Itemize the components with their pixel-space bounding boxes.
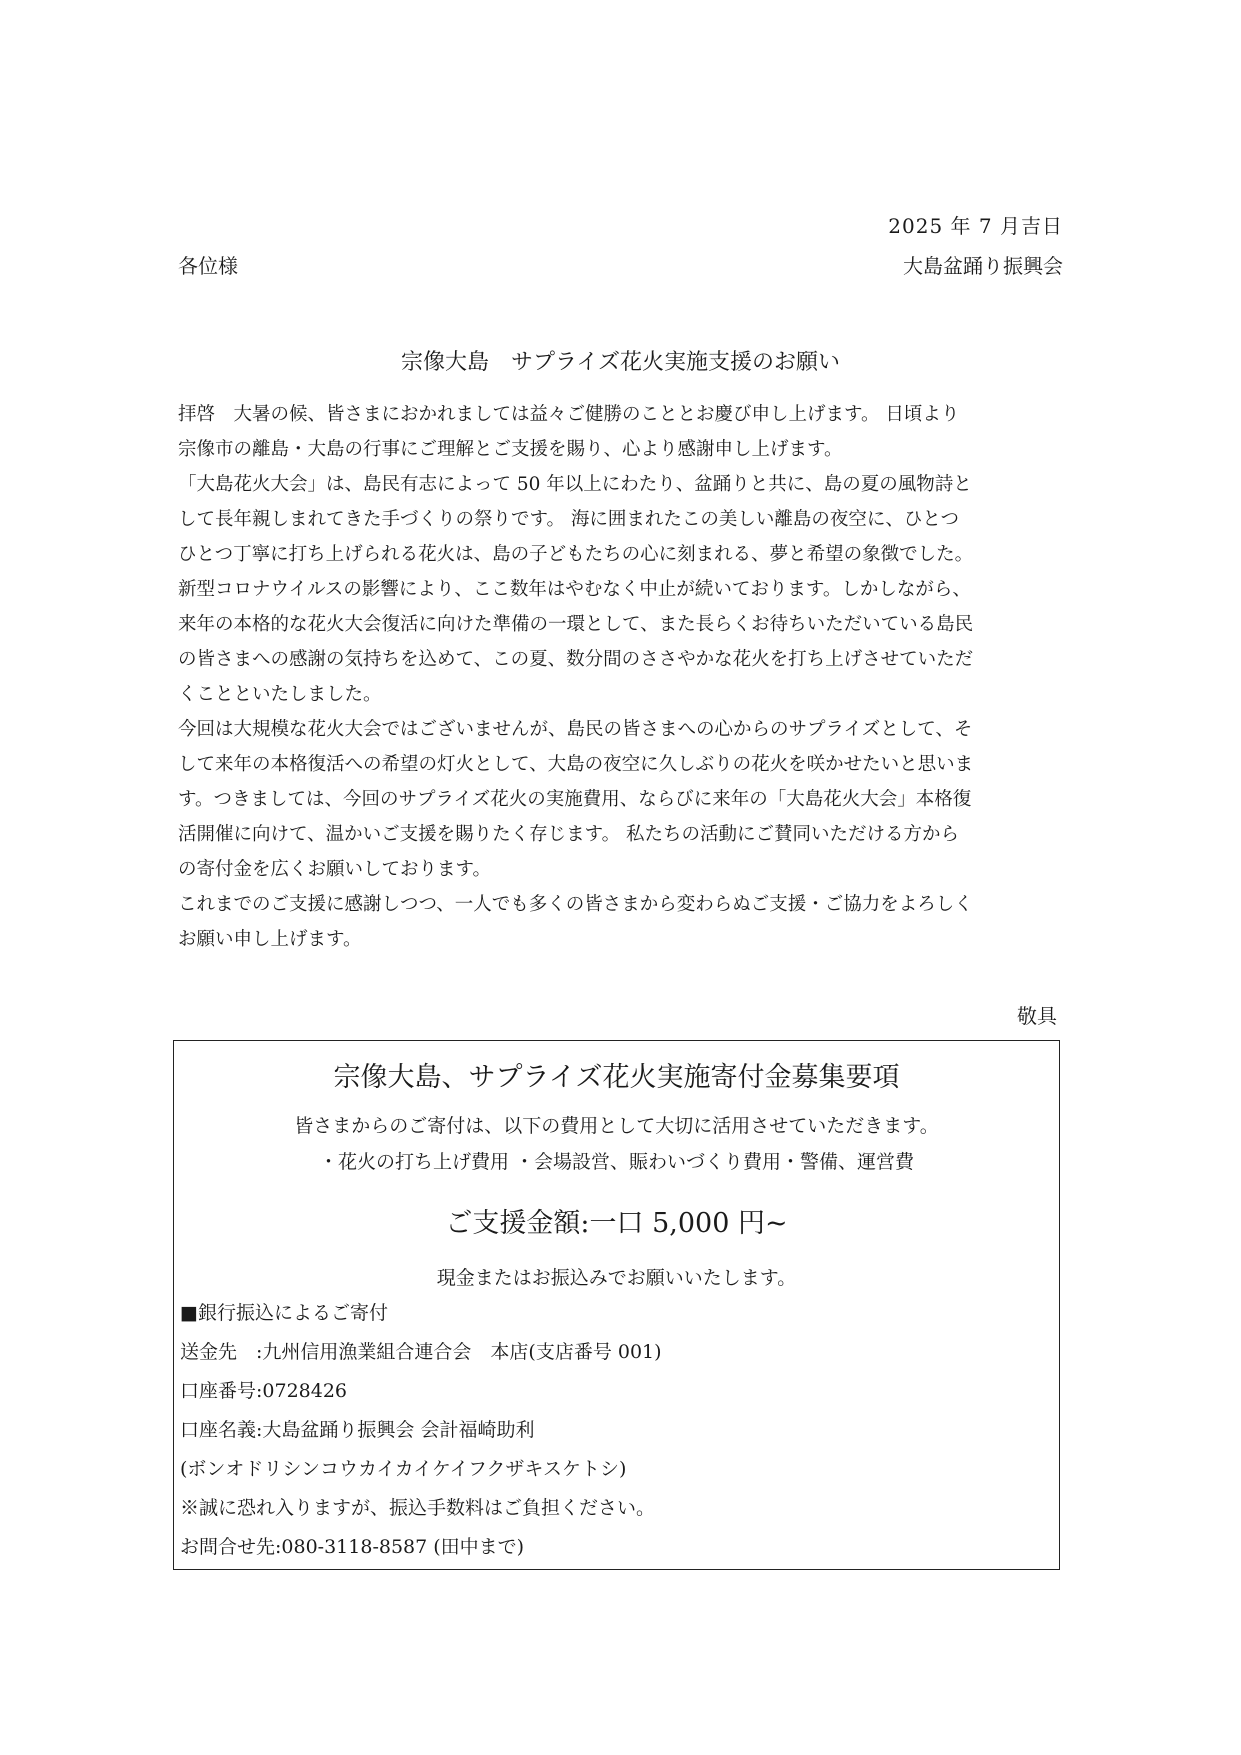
contact-info: お問合せ先:080-3118-8587 (田中まで) — [180, 1536, 525, 1558]
account-number: 口座番号:0728426 — [180, 1380, 348, 1402]
recipient: 各位様 — [178, 254, 238, 278]
letter-body — [178, 397, 1064, 957]
body-line: 「大島花火大会」は、島民有志によって 50 年以上にわたり、盆踊りと共に、島の夏の風物詩と — [178, 474, 972, 495]
donation-box-title: 宗像大島、サプライズ花火実施寄付金募集要項 — [333, 1062, 900, 1093]
sender-organization: 大島盆踊り振興会 — [903, 254, 1063, 278]
body-line: ひとつ丁寧に打ち上げられる花火は、島の子どもたちの心に刻まれる、夢と希望の象徴でした。 — [178, 544, 974, 565]
account-holder-kana: (ボンオドリシンコウカイカイケイフクザキスケトシ) — [180, 1458, 627, 1480]
body-line: の寄付金を広くお願いしております。 — [178, 859, 492, 880]
body-line: の皆さまへの感謝の気持ちを込めて、この夏、数分間のささやかな花火を打ち上げさせていただ — [178, 649, 974, 670]
donation-info-box — [173, 1040, 1060, 1570]
body-line: くことといたしました。 — [178, 684, 382, 705]
remittance-destination: 送金先 :九州信用漁業組合連合会 本店(支店番号 001) — [180, 1341, 662, 1363]
body-line: 拝啓 大暑の候、皆さまにおかれましては益々ご健勝のこととお慶び申し上げます。 日頃より — [178, 404, 960, 425]
body-line: す。つきましては、今回のサプライズ花火の実施費用、ならびに来年の「大島花火大会」本格復 — [178, 789, 972, 810]
body-line: これまでのご支援に感謝しつつ、一人でも多くの皆さまから変わらぬご支援・ご協力をよろしく — [178, 894, 973, 915]
bank-transfer-heading: ■銀行振込によるご寄付 — [180, 1302, 388, 1324]
bank-transfer-details — [180, 1294, 662, 1567]
body-line: して来年の本格復活への希望の灯火として、大島の夜空に久しぶりの花火を咲かせたいと思いま — [178, 754, 974, 775]
transfer-fee-note: ※誠に恐れ入りますが、振込手数料はご負担ください。 — [180, 1497, 656, 1519]
body-line: して長年親しまれてきた手づくりの祭りです。 海に囲まれたこの美しい離島の夜空に、ひとつ — [178, 509, 960, 530]
letter-date: 2025 年 7 月吉日 — [888, 214, 1063, 238]
body-line: お願い申し上げます。 — [178, 929, 362, 950]
donation-amount: ご支援金額:一口 5,000 円~ — [445, 1208, 788, 1239]
donation-uses: ・花火の打ち上げ費用 ・会場設営、賑わいづくり費用・警備、運営費 — [318, 1151, 915, 1173]
donation-intro: 皆さまからのご寄付は、以下の費用として大切に活用させていただきます。 — [294, 1115, 939, 1137]
body-line: 活開催に向けて、温かいご支援を賜りたく存じます。 私たちの活動にご賛同いただける方から — [178, 824, 960, 845]
account-holder: 口座名義:大島盆踊り振興会 会計福崎助利 — [180, 1419, 535, 1441]
body-line: 新型コロナウイルスの影響により、ここ数年はやむなく中止が続いております。しかしながら、 — [178, 579, 971, 600]
body-line: 宗像市の離島・大島の行事にご理解とご支援を賜り、心より感謝申し上げます。 — [178, 439, 843, 460]
body-line: 今回は大規模な花火大会ではございませんが、島民の皆さまへの心からのサプライズとして、そ — [178, 719, 973, 740]
letter-title: 宗像大島 サプライズ花火実施支援のお願い — [400, 350, 841, 375]
payment-method: 現金またはお振込みでお願いいたします。 — [436, 1267, 797, 1289]
body-line: 来年の本格的な花火大会復活に向けた準備の一環として、また長らくお待ちいただいている島民 — [178, 614, 974, 635]
closing-phrase: 敬具 — [1017, 1004, 1057, 1028]
